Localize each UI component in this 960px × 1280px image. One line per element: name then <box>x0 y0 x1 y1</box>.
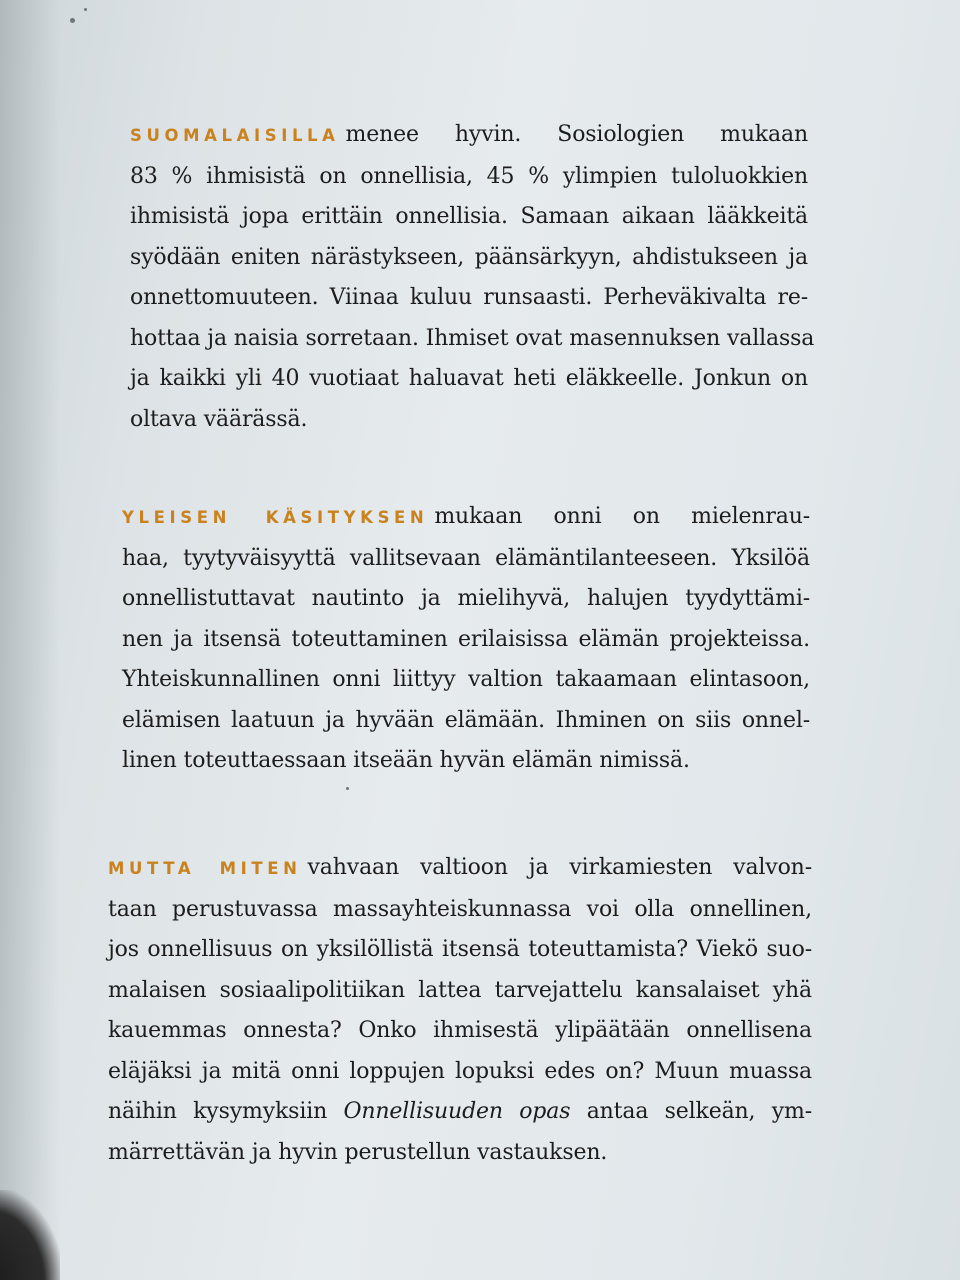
paragraph-1 <box>130 115 815 440</box>
text-line: onnellistuttavat nautinto ja mielihyvä, halujen tyydyttämi- <box>122 586 810 611</box>
text-line: kauemmas onnesta? Onko ihmisestä ylipäätään onnellisena <box>108 1018 812 1043</box>
text-line: näihin kysymyksiin Onnellisuuden opas antaa selkeän, ym- <box>108 1099 812 1124</box>
text-line: ihmisistä jopa erittäin onnellisia. Samaan aikaan lääkkeitä <box>130 204 808 229</box>
text-line: oltava väärässä. <box>130 406 308 432</box>
text-line: nen ja itsensä toteuttaminen erilaisissa elämän projekteissa. <box>122 626 810 652</box>
text-line: haa, tyytyväisyyttä vallitsevaan elämäntilanteeseen. Yksilöä <box>122 545 810 571</box>
text-line: 83 % ihmisistä on onnellisia, 45 % ylimpien tuloluokkien <box>130 163 808 189</box>
text-line: malaisen sosiaalipolitiikan lattea tarvejattelu kansalaiset yhä <box>108 977 812 1003</box>
text-line: MUTTA MITEN vahvaan valtioon ja virkamiesten valvon- <box>108 855 812 880</box>
text-line: Yhteiskunnallinen onni liittyy valtion takaamaan elintasoon, <box>122 667 810 692</box>
text-line: taan perustuvassa massayhteiskunnassa voi olla onnellinen, <box>108 896 812 922</box>
text-line: YLEISEN KÄSITYKSEN mukaan onni on mielenrau- <box>122 504 811 529</box>
page-shadow <box>0 0 60 1280</box>
lead-in-label: MUTTA MITEN <box>108 859 302 878</box>
lead-in-label: SUOMALAISILLA <box>130 126 340 145</box>
text-line: onnettomuuteen. Viinaa kuluu runsaasti. Perheväkivalta re- <box>130 285 808 310</box>
text-line: eläjäksi ja mitä onni loppujen lopuksi edes on? Muun muassa <box>108 1058 812 1084</box>
text-line: SUOMALAISILLA menee hyvin. Sosiologien mukaan <box>130 122 808 147</box>
text-line: jos onnellisuus on yksilöllistä itsensä toteuttamista? Viekö suo- <box>108 937 812 962</box>
corner-shadow <box>0 1190 60 1280</box>
text-line: syödään eniten närästykseen, päänsärkyyn, ahdistukseen ja <box>130 244 808 270</box>
lead-in-label: YLEISEN KÄSITYKSEN <box>122 508 429 527</box>
text-line: hottaa ja naisia sorretaan. Ihmiset ovat masennuksen vallassa <box>130 325 815 351</box>
paper-speck <box>84 8 87 11</box>
paper-speck <box>346 787 349 790</box>
paragraph-3 <box>108 848 812 1173</box>
book-title: Onnellisuuden opas <box>343 1099 571 1124</box>
paragraph-2 <box>122 497 810 782</box>
text-line: ja kaikki yli 40 vuotiaat haluavat heti eläkkeelle. Jonkun on <box>130 366 808 391</box>
text-line: märrettävän ja hyvin perustellun vastauksen. <box>108 1139 608 1165</box>
text-line: linen toteuttaessaan itseään hyvän elämän nimissä. <box>122 748 690 773</box>
paper-speck <box>70 18 75 23</box>
text-line: elämisen laatuun ja hyvään elämään. Ihminen on siis onnel- <box>122 707 810 733</box>
